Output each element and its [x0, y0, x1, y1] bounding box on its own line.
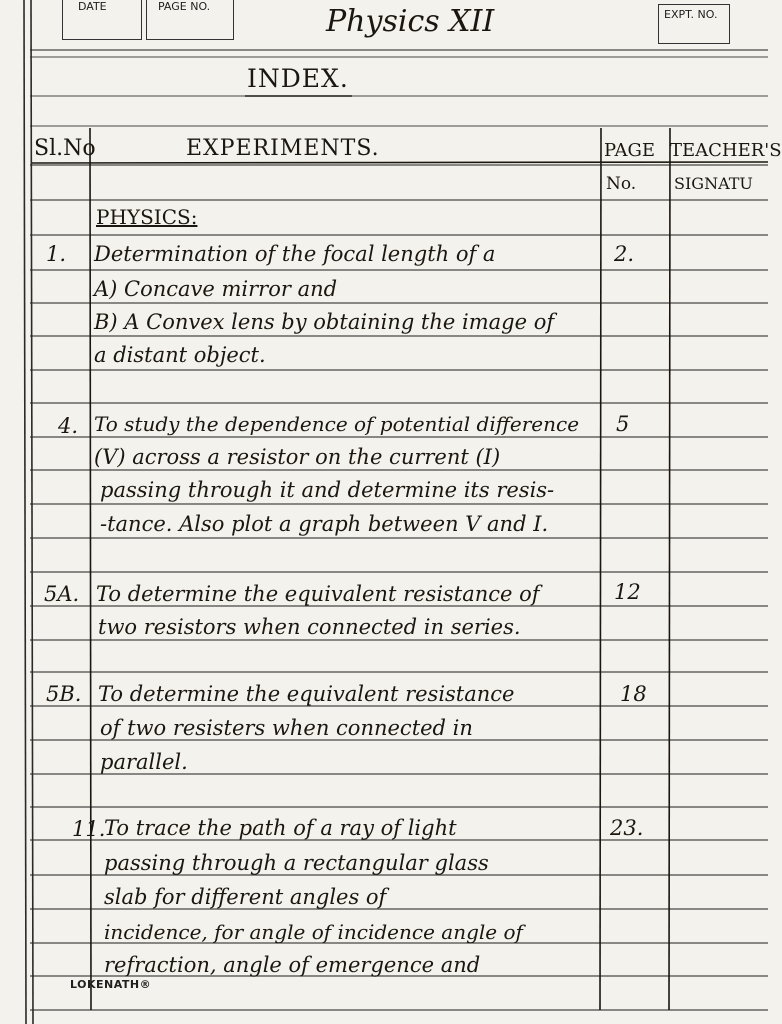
col-experiments: EXPERIMENTS. [186, 136, 380, 161]
col-signature: SIGNATU [674, 174, 753, 193]
brand-label: LOKENATH® [70, 978, 152, 991]
entry-page: 23. [610, 816, 644, 840]
col-page: PAGE [604, 140, 655, 161]
entry-page: 2. [614, 242, 635, 266]
page-no-label: PAGE NO. [158, 0, 211, 13]
col-sl-no: Sl.No [34, 136, 96, 161]
entry-line: (V) across a resistor on the current (I) [94, 445, 501, 469]
entry-number: 5B. [46, 682, 82, 706]
entry-line: passing through it and determine its resis- [100, 478, 555, 502]
entry-line: a distant object. [94, 343, 266, 367]
entry-page: 18 [620, 682, 647, 706]
entry-number: 1. [46, 242, 67, 266]
entry-line: To trace the path of a ray of light [104, 816, 457, 840]
entry-line: of two resisters when connected in [100, 716, 473, 740]
section-label: PHYSICS: [96, 205, 198, 229]
col-teacher: TEACHER'S [670, 140, 782, 161]
entry-line: To study the dependence of potential difference [94, 412, 580, 436]
index-heading: INDEX. [247, 64, 349, 93]
expt-no-label: EXPT. NO. [664, 8, 718, 21]
entry-line: refraction, angle of emergence and [104, 953, 481, 977]
entry-line: A) Concave mirror and [94, 277, 338, 301]
entry-number: 5A. [44, 582, 80, 606]
entry-line: two resistors when connected in series. [98, 615, 521, 639]
entry-line: To determine the equivalent resistance of [96, 582, 540, 606]
col-page-no: No. [606, 174, 637, 194]
entry-line: parallel. [100, 750, 188, 774]
entry-line: -tance. Also plot a graph between V and I. [100, 512, 549, 536]
entry-line: incidence, for angle of incidence angle of [104, 920, 523, 944]
entry-line: slab for different angles of [104, 885, 387, 909]
entry-line: To determine the equivalent resistance [98, 682, 515, 706]
entry-number: 11. [72, 817, 106, 841]
entry-line: passing through a rectangular glass [104, 851, 489, 875]
entry-page: 12 [614, 580, 641, 604]
entry-line: Determination of the focal length of a [94, 242, 496, 266]
entry-page: 5 [616, 412, 630, 436]
entry-number: 4. [58, 414, 79, 438]
date-label: DATE [78, 0, 107, 13]
page-title: Physics XII [326, 4, 495, 39]
entry-line: B) A Convex lens by obtaining the image of [94, 310, 555, 334]
